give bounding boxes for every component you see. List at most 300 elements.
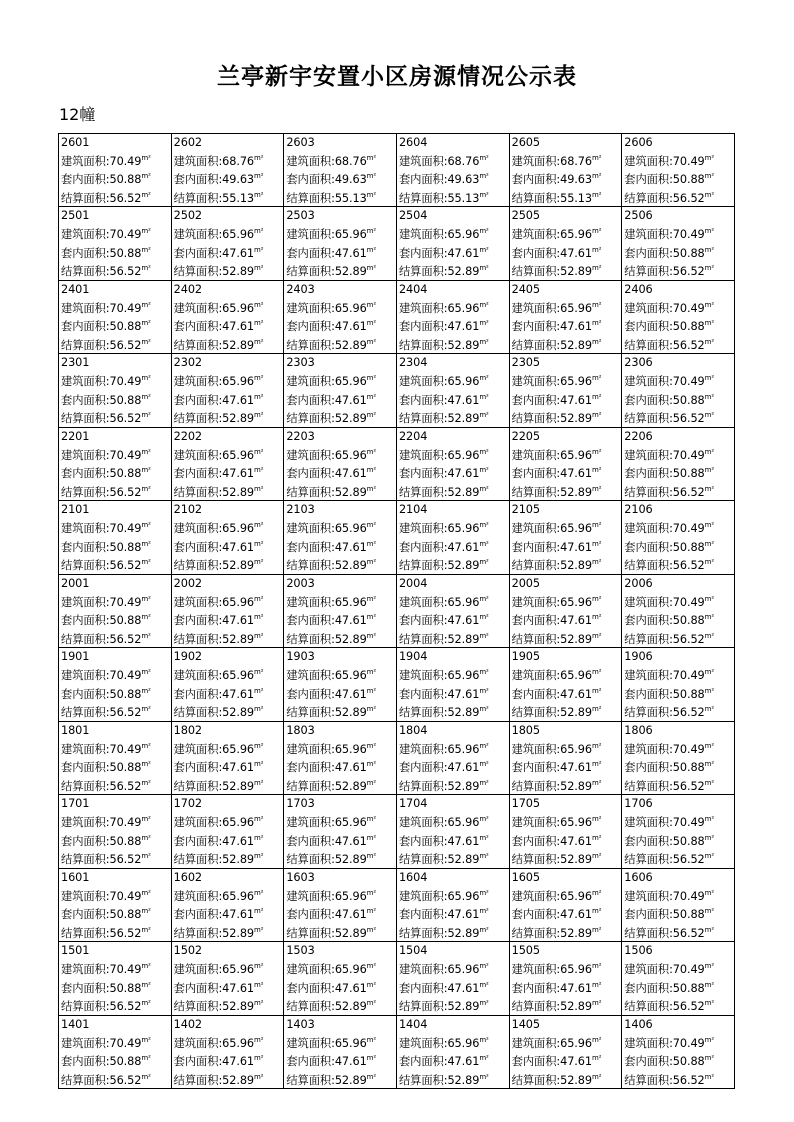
table-row <box>59 942 735 1015</box>
unit-number: 2602 <box>173 136 203 149</box>
building-area-value: 65.96 <box>560 228 592 242</box>
square-meter-unit: m² <box>254 411 264 420</box>
square-meter-unit: m² <box>366 778 377 787</box>
square-meter-unit: m² <box>704 999 715 1008</box>
interior-area-label: 套内面积: <box>61 981 110 995</box>
settlement-area-value: 55.13 <box>447 191 480 205</box>
unit-number: 1902 <box>173 650 203 664</box>
settlement-area-label: 结算面积: <box>398 485 448 499</box>
square-meter-unit: m² <box>591 833 602 842</box>
square-meter-unit: m² <box>479 1072 489 1081</box>
interior-area-label: 套内面积: <box>61 540 110 554</box>
square-meter-unit: m² <box>141 374 151 383</box>
building-area-value: 65.96 <box>447 889 480 903</box>
square-meter-unit: m² <box>254 264 264 273</box>
square-meter-unit: m² <box>591 227 602 236</box>
unit-cell <box>171 868 284 941</box>
interior-area-line <box>61 1051 169 1070</box>
settlement-area-label: 结算面积: <box>61 779 110 793</box>
interior-area-label: 套内面积: <box>624 907 673 921</box>
interior-area-label: 套内面积: <box>511 761 561 774</box>
settlement-area-value: 56.52 <box>672 559 705 573</box>
interior-area-label: 套内面积: <box>173 467 223 481</box>
unit-cell <box>171 648 284 721</box>
settlement-area-line <box>174 335 282 354</box>
interior-area-value: 47.61 <box>222 320 254 334</box>
settlement-area-label: 结算面积: <box>286 191 335 205</box>
unit-number: 1702 <box>173 797 203 811</box>
settlement-area-line <box>399 188 507 207</box>
building-area-label: 建筑面积: <box>624 301 673 315</box>
square-meter-unit: m² <box>141 521 151 530</box>
building-area-label: 建筑面积: <box>286 889 335 903</box>
settlement-area-label: 结算面积: <box>624 338 673 352</box>
unit-number: 1503 <box>286 944 315 958</box>
building-area-line <box>174 665 282 684</box>
square-meter-unit: m² <box>254 668 264 677</box>
settlement-area-label: 结算面积: <box>61 1000 110 1014</box>
square-meter-unit: m² <box>591 594 602 603</box>
interior-area-label: 套内面积: <box>624 173 673 187</box>
building-area-value: 70.49 <box>109 742 142 756</box>
unit-cell <box>59 354 172 427</box>
settlement-area-label: 结算面积: <box>398 706 448 720</box>
square-meter-unit: m² <box>254 484 264 493</box>
interior-area-line <box>174 610 282 629</box>
settlement-area-label: 结算面积: <box>286 1073 335 1087</box>
square-meter-unit: m² <box>141 245 151 254</box>
square-meter-unit: m² <box>479 1054 489 1063</box>
settlement-area-line <box>624 482 732 501</box>
building-area-value: 65.96 <box>222 375 254 389</box>
building-area-value: 70.49 <box>109 815 142 829</box>
building-area-label: 建筑面积: <box>173 521 223 535</box>
square-meter-unit: m² <box>704 447 715 456</box>
building-area-label: 建筑面积: <box>511 448 561 462</box>
interior-area-label: 套内面积: <box>398 687 448 701</box>
settlement-area-label: 结算面积: <box>61 559 110 573</box>
square-meter-unit: m² <box>479 521 489 530</box>
interior-area-label: 套内面积: <box>173 761 223 774</box>
interior-area-value: 50.88 <box>109 687 142 701</box>
square-meter-unit: m² <box>704 613 715 622</box>
square-meter-unit: m² <box>366 245 377 254</box>
square-meter-unit: m² <box>479 778 489 787</box>
square-meter-unit: m² <box>141 300 151 309</box>
interior-area-line <box>61 537 169 556</box>
settlement-area-value: 52.89 <box>560 559 592 573</box>
building-area-value: 65.96 <box>334 595 367 609</box>
building-area-value: 65.96 <box>334 228 367 242</box>
building-area-line <box>174 224 282 243</box>
unit-cell <box>284 574 397 647</box>
settlement-area-label: 结算面积: <box>61 853 110 867</box>
settlement-area-label: 结算面积: <box>511 559 561 573</box>
settlement-area-value: 56.52 <box>109 338 142 352</box>
building-area-value: 65.96 <box>222 815 254 829</box>
interior-area-label: 套内面积: <box>624 1054 673 1068</box>
unit-number: 1603 <box>286 870 315 884</box>
settlement-area-line <box>399 923 507 942</box>
interior-area-value: 50.88 <box>109 540 142 554</box>
building-area-label: 建筑面积: <box>398 742 448 756</box>
building-area-line <box>61 445 169 464</box>
interior-area-label: 套内面积: <box>624 467 673 481</box>
interior-area-line <box>286 757 394 776</box>
settlement-area-value: 56.52 <box>109 706 142 720</box>
settlement-area-line <box>61 482 169 501</box>
square-meter-unit: m² <box>366 466 377 475</box>
settlement-area-line <box>512 1070 620 1089</box>
settlement-area-value: 52.89 <box>222 1000 254 1014</box>
interior-area-value: 50.88 <box>109 834 142 848</box>
interior-area-label: 套内面积: <box>511 246 561 260</box>
building-area-label: 建筑面积: <box>286 595 335 609</box>
unit-cell <box>171 1015 284 1088</box>
building-area-line <box>174 518 282 537</box>
unit-cell <box>59 648 172 721</box>
interior-area-line <box>286 169 394 188</box>
square-meter-unit: m² <box>479 925 489 934</box>
settlement-area-line <box>399 776 507 795</box>
unit-number: 1703 <box>286 797 315 811</box>
interior-area-line <box>512 757 620 776</box>
interior-area-value: 50.88 <box>672 1054 705 1068</box>
square-meter-unit: m² <box>366 852 377 861</box>
unit-number: 2204 <box>398 429 428 443</box>
building-area-value: 65.96 <box>334 742 367 756</box>
settlement-area-value: 52.89 <box>222 853 254 867</box>
square-meter-unit: m² <box>254 925 264 934</box>
square-meter-unit: m² <box>141 778 151 787</box>
square-meter-unit: m² <box>591 539 602 548</box>
settlement-area-line <box>61 1070 169 1089</box>
settlement-area-value: 56.52 <box>672 338 705 352</box>
unit-cell <box>622 427 735 500</box>
building-area-value: 70.49 <box>109 1036 142 1050</box>
building-area-line <box>61 886 169 905</box>
square-meter-unit: m² <box>254 741 264 750</box>
square-meter-unit: m² <box>141 319 151 328</box>
building-area-value: 65.96 <box>222 889 254 903</box>
unit-number: 1903 <box>286 650 315 664</box>
interior-area-value: 47.61 <box>447 540 480 554</box>
settlement-area-line <box>512 702 620 721</box>
square-meter-unit: m² <box>254 558 264 567</box>
square-meter-unit: m² <box>254 815 264 824</box>
interior-area-line <box>399 978 507 997</box>
building-area-label: 建筑面积: <box>61 375 110 389</box>
interior-area-value: 47.61 <box>222 246 254 260</box>
square-meter-unit: m² <box>704 337 715 346</box>
unit-number: 2103 <box>286 503 315 517</box>
interior-area-value: 50.88 <box>672 687 705 701</box>
square-meter-unit: m² <box>704 521 715 530</box>
building-area-label: 建筑面积: <box>624 595 673 609</box>
interior-area-value: 47.61 <box>447 320 480 334</box>
settlement-area-label: 结算面积: <box>398 853 448 867</box>
unit-cell <box>396 721 509 794</box>
unit-number: 2201 <box>61 429 90 443</box>
square-meter-unit: m² <box>704 1072 715 1081</box>
square-meter-unit: m² <box>479 153 489 162</box>
building-area-line <box>174 371 282 390</box>
unit-cell <box>171 354 284 427</box>
square-meter-unit: m² <box>254 337 264 346</box>
building-area-label: 建筑面积: <box>511 1036 561 1050</box>
building-area-line <box>512 665 620 684</box>
settlement-area-value: 52.89 <box>560 338 592 352</box>
interior-area-label: 套内面积: <box>61 687 110 701</box>
settlement-area-line <box>512 849 620 868</box>
square-meter-unit: m² <box>254 521 264 530</box>
settlement-area-line <box>286 335 394 354</box>
settlement-area-label: 结算面积: <box>624 265 673 279</box>
settlement-area-line <box>399 996 507 1015</box>
interior-area-label: 套内面积: <box>173 687 223 701</box>
building-area-label: 建筑面积: <box>61 889 110 903</box>
square-meter-unit: m² <box>254 888 264 897</box>
building-area-label: 建筑面积: <box>61 448 110 462</box>
building-area-line <box>286 518 394 537</box>
settlement-area-label: 结算面积: <box>398 265 448 279</box>
interior-area-value: 47.61 <box>334 981 367 995</box>
interior-area-label: 套内面积: <box>61 761 110 774</box>
settlement-area-line <box>624 408 732 427</box>
settlement-area-line <box>286 188 394 207</box>
building-area-value: 65.96 <box>560 962 592 976</box>
interior-area-label: 套内面积: <box>624 320 673 334</box>
settlement-area-value: 52.89 <box>334 338 367 352</box>
unit-number: 2406 <box>624 282 653 296</box>
unit-number: 2303 <box>286 356 315 370</box>
square-meter-unit: m² <box>704 888 715 897</box>
unit-cell <box>622 134 735 207</box>
building-area-value: 70.49 <box>672 889 705 903</box>
building-area-label: 建筑面积: <box>173 375 223 389</box>
building-area-line <box>624 959 732 978</box>
interior-area-line <box>512 1051 620 1070</box>
square-meter-unit: m² <box>591 815 602 824</box>
square-meter-unit: m² <box>591 668 602 677</box>
square-meter-unit: m² <box>141 447 151 456</box>
interior-area-value: 47.61 <box>222 540 254 554</box>
interior-area-value: 47.61 <box>334 540 367 554</box>
interior-area-label: 套内面积: <box>398 614 448 628</box>
square-meter-unit: m² <box>591 319 602 328</box>
square-meter-unit: m² <box>366 337 377 346</box>
interior-area-line <box>399 831 507 850</box>
square-meter-unit: m² <box>591 741 602 750</box>
settlement-area-value: 52.89 <box>560 706 592 720</box>
interior-area-line <box>512 684 620 703</box>
square-meter-unit: m² <box>254 686 264 695</box>
square-meter-unit: m² <box>479 980 489 989</box>
building-area-label: 建筑面积: <box>398 815 448 829</box>
settlement-area-line <box>399 702 507 721</box>
settlement-area-line <box>286 996 394 1015</box>
settlement-area-label: 结算面积: <box>398 1000 448 1014</box>
table-row <box>59 574 735 647</box>
square-meter-unit: m² <box>141 392 151 401</box>
square-meter-unit: m² <box>141 558 151 567</box>
building-area-label: 建筑面积: <box>624 668 673 682</box>
unit-number: 1605 <box>511 870 540 884</box>
building-area-line <box>174 959 282 978</box>
interior-area-label: 套内面积: <box>61 246 110 260</box>
square-meter-unit: m² <box>479 484 489 493</box>
settlement-area-label: 结算面积: <box>511 779 561 793</box>
square-meter-unit: m² <box>704 852 715 861</box>
settlement-area-label: 结算面积: <box>286 926 335 940</box>
building-area-label: 建筑面积: <box>173 595 223 609</box>
settlement-area-label: 结算面积: <box>398 559 448 573</box>
interior-area-line <box>174 978 282 997</box>
settlement-area-line <box>624 849 732 868</box>
settlement-area-label: 结算面积: <box>624 926 673 940</box>
building-area-value: 68.76 <box>334 154 367 168</box>
building-area-label: 建筑面积: <box>61 228 110 242</box>
square-meter-unit: m² <box>479 172 489 181</box>
unit-cell <box>396 868 509 941</box>
interior-area-line <box>61 243 169 262</box>
settlement-area-value: 52.89 <box>222 485 254 499</box>
interior-area-line <box>624 684 732 703</box>
unit-cell <box>59 1015 172 1088</box>
interior-area-value: 50.88 <box>109 907 142 921</box>
settlement-area-line <box>286 629 394 648</box>
square-meter-unit: m² <box>591 411 602 420</box>
settlement-area-label: 结算面积: <box>624 632 673 646</box>
settlement-area-label: 结算面积: <box>173 412 223 426</box>
settlement-area-line <box>61 629 169 648</box>
building-area-line <box>174 1033 282 1052</box>
interior-area-label: 套内面积: <box>173 834 223 848</box>
unit-cell <box>59 795 172 868</box>
page-title: 兰亭新宇安置小区房源情况公示表 <box>217 63 577 90</box>
square-meter-unit: m² <box>366 521 377 530</box>
square-meter-unit: m² <box>704 962 715 971</box>
interior-area-label: 套内面积: <box>286 834 335 848</box>
unit-number: 1906 <box>624 650 653 664</box>
settlement-area-value: 56.52 <box>672 706 705 720</box>
settlement-area-value: 52.89 <box>560 1000 592 1014</box>
interior-area-line <box>61 316 169 335</box>
interior-area-line <box>286 684 394 703</box>
building-area-label: 建筑面积: <box>173 448 223 462</box>
unit-cell <box>284 354 397 427</box>
unit-cell <box>284 280 397 353</box>
square-meter-unit: m² <box>591 705 602 714</box>
square-meter-unit: m² <box>141 484 151 493</box>
square-meter-unit: m² <box>366 1054 377 1063</box>
building-area-line <box>399 518 507 537</box>
unit-number: 2202 <box>173 429 203 443</box>
building-area-value: 65.96 <box>334 448 367 462</box>
building-area-label: 建筑面积: <box>624 889 673 903</box>
settlement-area-line <box>174 482 282 501</box>
interior-area-value: 47.61 <box>222 393 254 407</box>
interior-area-line <box>512 243 620 262</box>
square-meter-unit: m² <box>141 668 151 677</box>
unit-number: 1904 <box>398 650 428 664</box>
settlement-area-value: 52.89 <box>222 265 254 279</box>
unit-number: 1401 <box>61 1017 90 1031</box>
square-meter-unit: m² <box>591 631 602 640</box>
interior-area-label: 套内面积: <box>61 320 110 334</box>
settlement-area-line <box>61 702 169 721</box>
settlement-area-label: 结算面积: <box>624 1073 673 1087</box>
square-meter-unit: m² <box>141 264 151 273</box>
square-meter-unit: m² <box>704 245 715 254</box>
settlement-area-line <box>286 1070 394 1089</box>
building-area-label: 建筑面积: <box>286 448 335 462</box>
settlement-area-line <box>61 335 169 354</box>
building-area-label: 建筑面积: <box>286 521 335 535</box>
building-area-line <box>61 298 169 317</box>
settlement-area-label: 结算面积: <box>61 338 110 352</box>
unit-number: 2205 <box>511 429 540 443</box>
square-meter-unit: m² <box>141 888 151 897</box>
settlement-area-label: 结算面积: <box>173 559 223 573</box>
square-meter-unit: m² <box>254 833 264 842</box>
unit-cell <box>622 721 735 794</box>
interior-area-line <box>624 537 732 556</box>
unit-number: 2105 <box>511 503 540 517</box>
interior-area-label: 套内面积: <box>61 614 110 628</box>
interior-area-value: 47.61 <box>560 393 592 407</box>
square-meter-unit: m² <box>591 374 602 383</box>
building-area-line <box>624 371 732 390</box>
square-meter-unit: m² <box>479 337 489 346</box>
interior-area-line <box>624 610 732 629</box>
square-meter-unit: m² <box>704 668 715 677</box>
square-meter-unit: m² <box>591 466 602 475</box>
unit-number: 2601 <box>61 136 90 149</box>
square-meter-unit: m² <box>254 245 264 254</box>
unit-cell <box>622 1015 735 1088</box>
settlement-area-label: 结算面积: <box>61 412 110 426</box>
square-meter-unit: m² <box>366 411 377 420</box>
interior-area-line <box>174 904 282 923</box>
settlement-area-line <box>512 996 620 1015</box>
unit-number: 1803 <box>286 723 315 737</box>
building-area-label: 建筑面积: <box>511 154 561 168</box>
unit-cell <box>171 207 284 280</box>
settlement-area-value: 52.89 <box>560 853 592 867</box>
settlement-area-label: 结算面积: <box>624 191 673 205</box>
settlement-area-line <box>174 188 282 207</box>
building-area-line <box>624 518 732 537</box>
interior-area-line <box>174 831 282 850</box>
settlement-area-label: 结算面积: <box>511 706 561 720</box>
square-meter-unit: m² <box>704 760 715 769</box>
building-area-line <box>61 371 169 390</box>
interior-area-line <box>624 316 732 335</box>
square-meter-unit: m² <box>254 319 264 328</box>
table-row <box>59 721 735 794</box>
building-area-label: 建筑面积: <box>511 375 561 389</box>
building-area-line <box>399 224 507 243</box>
interior-area-label: 套内面积: <box>398 761 448 774</box>
square-meter-unit: m² <box>591 907 602 916</box>
building-area-line <box>624 1033 732 1052</box>
settlement-area-label: 结算面积: <box>173 632 223 646</box>
settlement-area-value: 56.52 <box>109 1000 142 1014</box>
square-meter-unit: m² <box>254 1054 264 1063</box>
interior-area-label: 套内面积: <box>61 467 110 481</box>
settlement-area-line <box>624 923 732 942</box>
